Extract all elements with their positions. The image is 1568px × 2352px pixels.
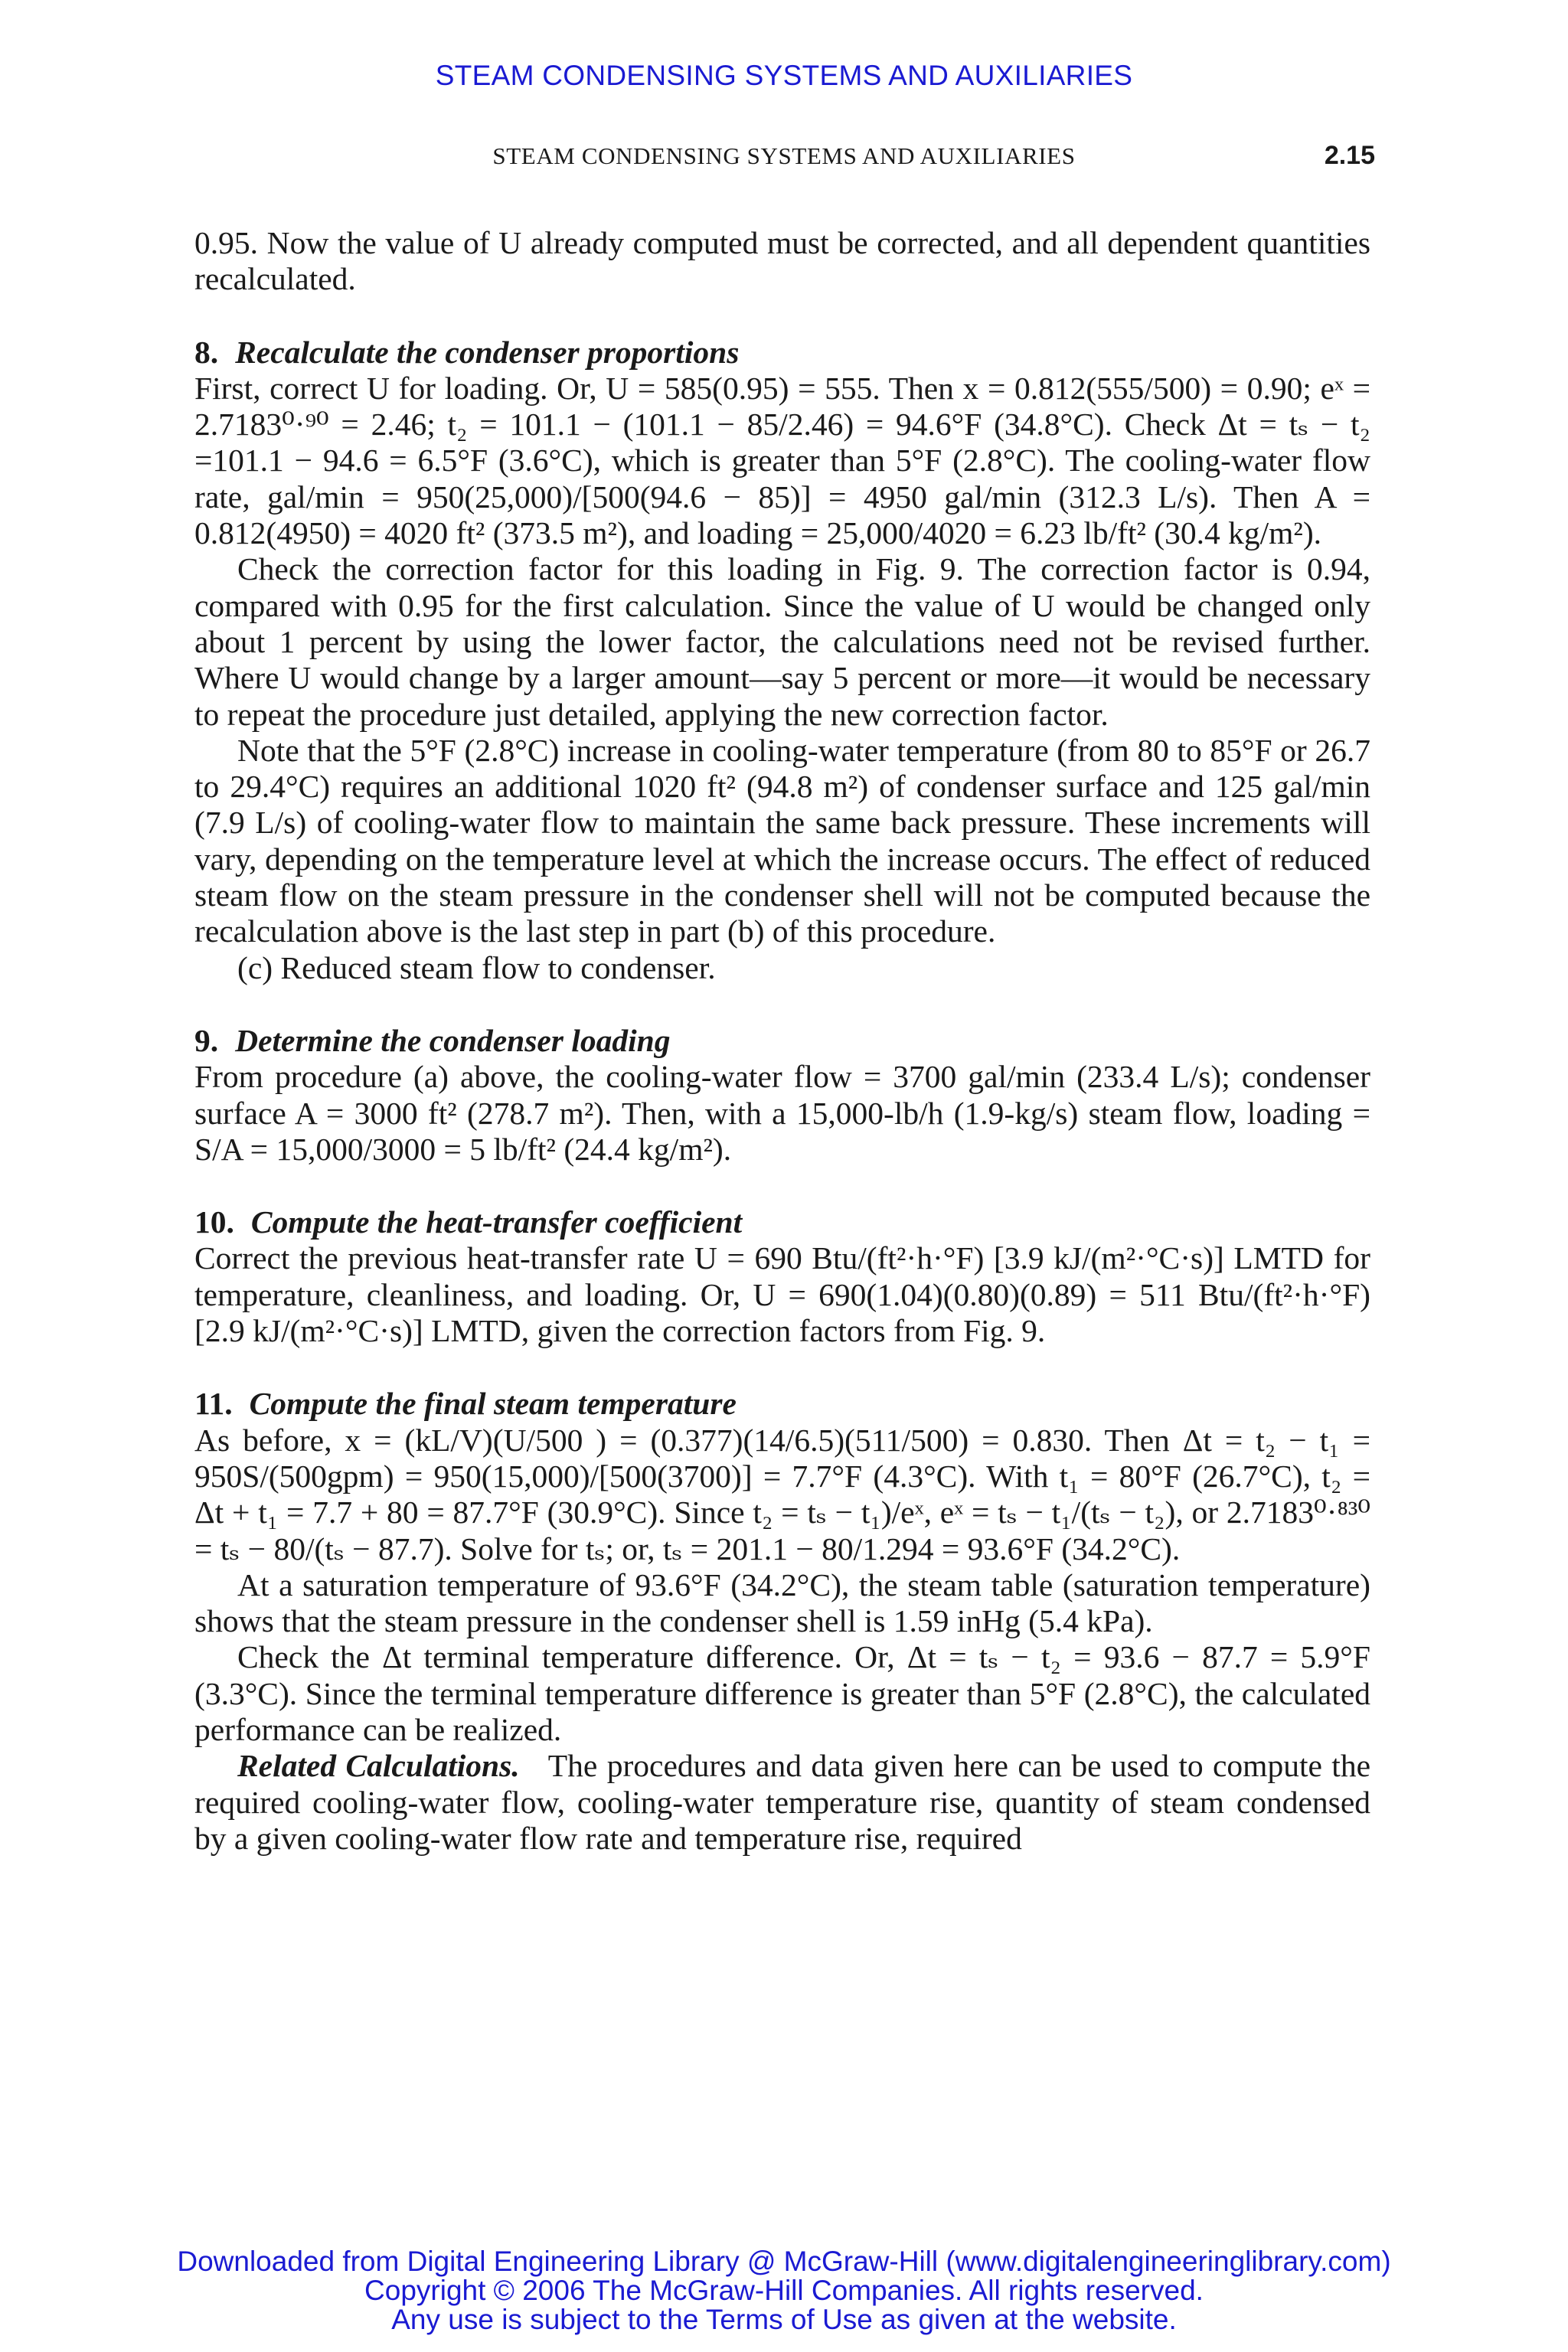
step-number: 11. [194,1386,233,1422]
body-text [194,225,1370,1857]
paragraph-11b: At a saturation temperature of 93.6°F (34.2°C), the steam table (saturation temperature) shows that the steam pressure in the condenser shell is 1.59 inHg (5.4 kPa). [194,1566,1370,1639]
step-title: Recalculate the condenser proportions [235,334,740,370]
paragraph-8a: First, correct U for loading. Or, U = 585(0.95) = 555. Then x = 0.812(555/500) = 0.90; eˣ = 2.7183⁰·⁹⁰ = 2.46; t₂ = 101.1 − (101.1 − 85/2.46) = 94.6°F (34.8°C). Check Δt = tₛ − t₂ =101.1 − 94.6 = 6.5°F (3.6°C), which is greater than 5°F (2.8°C). The cooling-water flow rate, gal/min = 950(25,000)/[500(94.6 − 85)] = 4950 gal/min (312.3 L/s). Then A = 0.812(4950) = 4020 ft² (373.5 m²), and loading = 25,000/4020 = 6.23 lb/ft² (30.4 kg/m²). [194,370,1370,551]
paragraph-related [194,1748,1370,1857]
footer-terms-line[interactable]: Any use is subject to the Terms of Use as given at the website. [391,2304,1177,2335]
running-head-title: STEAM CONDENSING SYSTEMS AND AUXILIARIES [492,142,1076,169]
page-banner: STEAM CONDENSING SYSTEMS AND AUXILIARIES [435,60,1133,91]
related-calculations-text: The procedures and data given here can be used to compute the required cooling-water flow, cooling-water temperature rise, quantity of steam condensed by a given cooling-water flow rate and temperature rise, required [194,1748,1370,1856]
step-heading-8 [194,335,1370,371]
related-calculations-label: Related Calculations. [237,1748,520,1784]
step-heading-11 [194,1386,1370,1422]
paragraph-11a: As before, x = (kL/V)(U/500 ) = (0.377)(14/6.5)(511/500) = 0.830. Then Δt = t₂ − t₁ = 950S/(500gpm) = 950(15,000)/[500(3700)] = 7.7°F (4.3°C). With t₁ = 80°F (26.7°C), t₂ = Δt + t₁ = 7.7 + 80 = 87.7°F (30.9°C). Since t₂ = tₛ − t₁)/eˣ, eˣ = tₛ − t₁/(tₛ − t₂), or 2.7183⁰·⁸³⁰ = tₛ − 80/(tₛ − 87.7). Solve for tₛ; or, tₛ = 201.1 − 80/1.294 = 93.6°F (34.2°C). [194,1422,1370,1566]
step-number: 8. [194,334,219,370]
page-number: 2.15 [1324,141,1375,170]
step-title: Compute the heat-transfer coefficient [250,1204,743,1240]
paragraph-8b: Check the correction factor for this loading in Fig. 9. The correction factor is 0.94, compared with 0.95 for the first calculation. Since the value of U would be changed only about 1 percent by using the lower factor, the calculations need not be revised further. Where U would change by a larger amount—say 5 percent or more—it would be necessary to repeat the procedure just detailed, applying the new correction factor. [194,551,1370,732]
running-head [0,142,1568,176]
step-number: 10. [194,1204,234,1240]
step-title: Determine the condenser loading [235,1022,671,1058]
footer [0,2247,1568,2334]
paragraph-intro: 0.95. Now the value of U already computed must be corrected, and all dependent quantities recalculated. [194,225,1370,297]
footer-copyright-line: Copyright © 2006 The McGraw-Hill Companies. All rights reserved. [364,2275,1204,2306]
footer-download-line[interactable]: Downloaded from Digital Engineering Library @ McGraw-Hill (www.digitalengineeringlibrary.com) [177,2246,1391,2277]
step-title: Compute the final steam temperature [249,1386,737,1422]
paragraph-9: From procedure (a) above, the cooling-water flow = 3700 gal/min (233.4 L/s); condenser surface A = 3000 ft² (278.7 m²). Then, with a 15,000-lb/h (1.9-kg/s) steam flow, loading = S/A = 15,000/3000 = 5 lb/ft² (24.4 kg/m²). [194,1059,1370,1167]
step-heading-9 [194,1023,1370,1059]
step-number: 9. [194,1022,219,1058]
paragraph-8c: Note that the 5°F (2.8°C) increase in cooling-water temperature (from 80 to 85°F or 26.7 to 29.4°C) requires an additional 1020 ft² (94.8 m²) of condenser surface and 125 gal/min (7.9 L/s) of cooling-water flow to maintain the same back pressure. These increments will vary, depending on the temperature level at which the increase occurs. The effect of reduced steam flow on the steam pressure in the condenser shell will not be computed because the recalculation above is the last step in part (b) of this procedure. [194,732,1370,949]
paragraph-11c: Check the Δt terminal temperature difference. Or, Δt = tₛ − t₂ = 93.6 − 87.7 = 5.9°F (3.3°C). Since the terminal temperature difference is greater than 5°F (2.8°C), the calculated performance can be realized. [194,1639,1370,1747]
paragraph-10: Correct the previous heat-transfer rate U = 690 Btu/(ft²·h·°F) [3.9 kJ/(m²·°C·s)] LMTD for temperature, cleanliness, and loading. Or, U = 690(1.04)(0.80)(0.89) = 511 Btu/(ft²·h·°F) [2.9 kJ/(m²·°C·s)] LMTD, given the correction factors from Fig. 9. [194,1240,1370,1349]
paragraph-8d: (c) Reduced steam flow to condenser. [237,949,716,985]
step-heading-10 [194,1204,1370,1240]
